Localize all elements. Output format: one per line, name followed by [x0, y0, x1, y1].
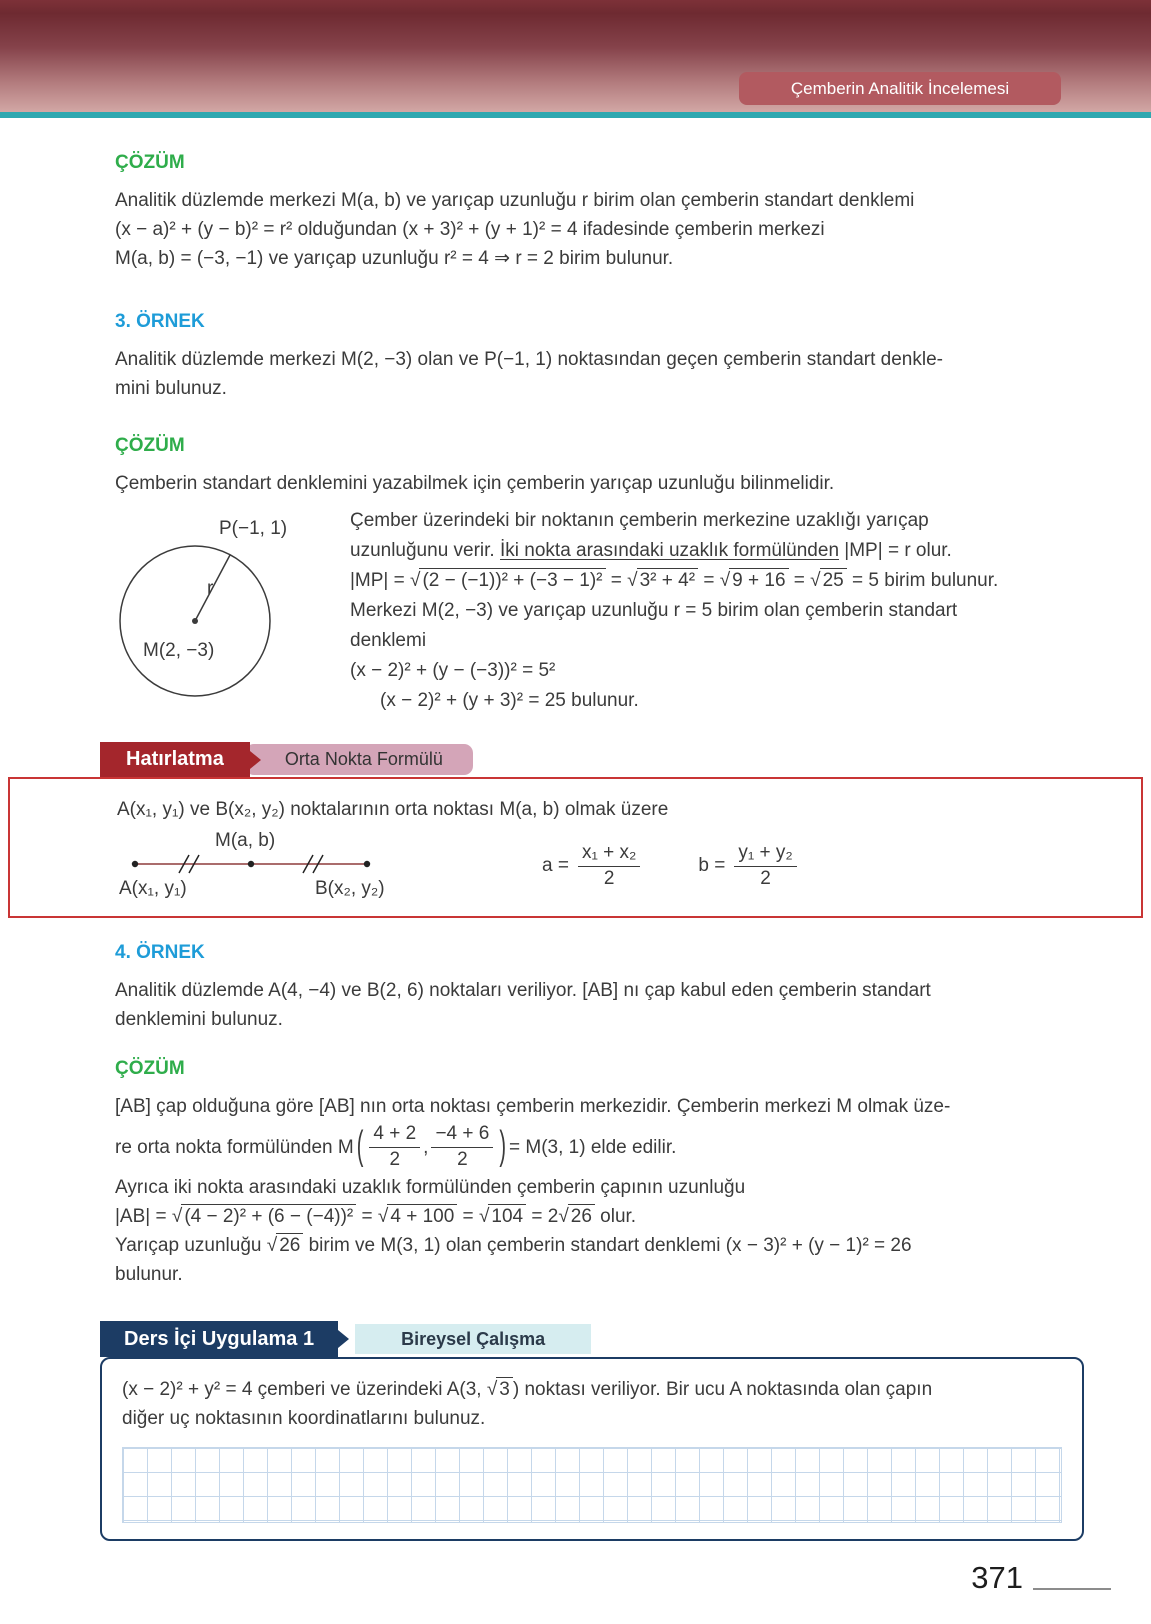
sqrt-radicand: 104 — [488, 1204, 526, 1229]
header-accent-bar — [0, 112, 1151, 118]
equation-line: (x − 2)² + (y + 3)² = 25 bulunur. — [380, 690, 639, 711]
distance-calculation-line — [350, 566, 1045, 596]
center-label: M(2, −3) — [143, 640, 215, 661]
center-dot — [192, 618, 198, 624]
fraction-numerator: x₁ + x₂ — [578, 843, 640, 867]
practice-question-line — [122, 1375, 1062, 1404]
practice-label-arrow-icon — [338, 1330, 349, 1348]
circle-figure — [115, 506, 350, 711]
practice-question-line: diğer uç noktasının koordinatlarını bulunuz. — [122, 1408, 486, 1429]
reminder-box — [8, 777, 1143, 918]
solution-2-figure-row — [115, 506, 1045, 716]
underlined-phrase: İki nokta arasındaki uzaklık formülünden — [500, 540, 840, 561]
formula-a — [542, 843, 643, 890]
midpoint-label: M(a, b) — [215, 830, 276, 851]
formula-b — [698, 843, 799, 890]
answer-grid — [122, 1447, 1062, 1523]
sqrt-radical — [810, 566, 847, 596]
example-heading: 3. ÖRNEK — [115, 311, 205, 332]
solution-heading: ÇÖZÜM — [115, 435, 185, 456]
close-paren: ) — [499, 1124, 506, 1168]
paragraph-line: denklemini bulunuz. — [115, 1009, 283, 1030]
text-segment: b = — [698, 854, 726, 876]
fraction — [431, 1124, 493, 1171]
paragraph-line: Ayrıca iki nokta arasındaki uzaklık formülünden çemberin çapının uzunluğu — [115, 1177, 746, 1198]
text-segment: = — [788, 570, 811, 591]
sqrt-radicand: 9 + 16 — [729, 568, 788, 593]
point-p-label: P(−1, 1) — [219, 518, 288, 539]
text-segment: Yarıçap uzunluğu — [115, 1235, 267, 1256]
paragraph-line: Çemberin standart denklemini yazabilmek için çemberin yarıçap uzunluğu bilinmelidir. — [115, 473, 835, 494]
sqrt-radical — [627, 566, 698, 596]
sqrt-radical — [479, 1202, 526, 1231]
open-paren: ( — [356, 1124, 364, 1168]
reminder-section — [0, 742, 1151, 918]
paragraph-line: Merkezi M(2, −3) ve yarıçap uzunluğu r = 5 birim olan çemberin standart — [350, 600, 958, 621]
practice-label: Ders İçi Uygulama 1 — [100, 1321, 338, 1357]
paragraph-line: Çember üzerindeki bir noktanın çemberin merkezine uzaklığı yarıçap — [350, 510, 929, 531]
reminder-text: A(x₁, y₁) ve B(x₂, y₂) noktalarının orta noktası M(a, b) olmak üzere — [117, 799, 669, 820]
solution-heading: ÇÖZÜM — [115, 1058, 185, 1079]
equation-line: (x − 2)² + (y − (−3))² = 5² — [350, 660, 556, 681]
solution-2-section — [115, 435, 1045, 498]
fraction-denominator: 2 — [603, 867, 615, 889]
text-segment: (x − 2)² + y² = 4 çemberi ve üzerindeki A(3, — [122, 1379, 487, 1400]
reminder-label: Hatırlatma — [100, 742, 250, 777]
practice-box — [100, 1357, 1084, 1541]
example-4-section — [115, 942, 1045, 1034]
text-segment: |MP| = — [350, 570, 411, 591]
paragraph-line — [350, 536, 1045, 566]
page-footer — [971, 1560, 1111, 1596]
fraction — [369, 1124, 420, 1171]
example-heading: 4. ÖRNEK — [115, 942, 205, 963]
fraction-denominator: 2 — [457, 1148, 468, 1170]
text-segment: |AB| = — [115, 1206, 172, 1227]
text-segment: birim ve M(3, 1) olan çemberin standart denklemi (x − 3)² + (y − 1)² = 26 — [303, 1235, 912, 1256]
midpoint-diagram — [117, 830, 452, 902]
text-segment: = — [698, 570, 720, 591]
sqrt-radical — [487, 1375, 513, 1404]
paragraph-line: denklemi — [350, 630, 427, 651]
practice-section — [0, 1321, 1151, 1541]
fraction-numerator: 4 + 2 — [369, 1124, 420, 1148]
point-b-dot — [364, 861, 370, 867]
paragraph-line: bulunur. — [115, 1264, 183, 1285]
reminder-subtitle: Orta Nokta Formülü — [245, 744, 473, 775]
midpoint-substitution-line — [115, 1121, 1045, 1173]
paragraph-line: Analitik düzlemde merkezi M(2, −3) olan ve P(−1, 1) noktasından geçen çemberin standart denkle- — [115, 349, 943, 370]
sqrt-radical — [172, 1202, 356, 1231]
paragraph-line: Analitik düzlemde A(4, −4) ve B(2, 6) noktaları veriliyor. [AB] nı çap kabul eden çemberin standart — [115, 980, 931, 1001]
chapter-tab: Çemberin Analitik İncelemesi — [739, 72, 1061, 105]
paragraph-line: mini bulunuz. — [115, 378, 227, 399]
solution-2-text — [350, 506, 1045, 716]
paragraph-line: (x − a)² + (y − b)² = r² olduğundan (x + 3)² + (y + 1)² = 4 ifadesinde çemberin merkezi — [115, 219, 825, 240]
sqrt-radical — [410, 566, 605, 596]
fraction-denominator: 2 — [760, 867, 771, 889]
comma-separator: , — [423, 1136, 429, 1158]
sqrt-radical — [378, 1202, 457, 1231]
solution-3-section — [115, 1058, 1045, 1289]
text-segment: |MP| = r olur. — [839, 540, 952, 561]
solution-1-section — [115, 152, 1045, 273]
page-number: 371 — [971, 1560, 1023, 1595]
point-a-label: A(x₁, y₁) — [119, 878, 187, 899]
sqrt-radicand: 3 — [496, 1377, 513, 1402]
fraction — [578, 843, 640, 890]
fraction — [734, 843, 796, 890]
sqrt-radical — [558, 1202, 595, 1231]
practice-subtitle: Bireysel Çalışma — [355, 1324, 591, 1354]
fraction-numerator: y₁ + y₂ — [734, 843, 796, 867]
sqrt-radical — [720, 566, 789, 596]
point-b-label: B(x₂, y₂) — [315, 878, 385, 899]
paragraph-line: M(a, b) = (−3, −1) ve yarıçap uzunluğu r² = 4 ⇒ r = 2 birim bulunur. — [115, 248, 674, 269]
text-segment: olur. — [594, 1206, 637, 1227]
paragraph-line: [AB] çap olduğuna göre [AB] nın orta noktası çemberin merkezidir. Çemberin merkezi M olmak üze- — [115, 1096, 951, 1117]
page-number-rule — [1033, 1588, 1111, 1590]
distance-calculation-line — [115, 1202, 1045, 1231]
reminder-labels — [100, 742, 1151, 777]
midpoint-formulas — [542, 843, 800, 890]
text-segment: re orta nokta formülünden M — [115, 1136, 354, 1158]
sqrt-radicand: (2 − (−1))² + (−3 − 1)² — [419, 568, 605, 593]
text-segment: uzunluğunu verir. — [350, 540, 500, 561]
point-a-dot — [132, 861, 138, 867]
text-segment: = — [457, 1206, 479, 1227]
solution-heading: ÇÖZÜM — [115, 152, 185, 173]
practice-labels — [100, 1321, 1151, 1357]
text-segment: ) noktası veriliyor. Bir ucu A noktasında olan çapın — [512, 1379, 933, 1400]
sqrt-radicand: 26 — [276, 1233, 303, 1258]
sqrt-radicand: 4 + 100 — [387, 1204, 457, 1229]
paragraph-line — [115, 1231, 1045, 1260]
text-segment: = — [356, 1206, 378, 1227]
midpoint-dot — [248, 861, 254, 867]
sqrt-radicand: 25 — [820, 568, 847, 593]
reminder-label-arrow-icon — [250, 751, 261, 769]
sqrt-radical — [267, 1231, 304, 1260]
text-segment: a = — [542, 854, 569, 876]
sqrt-radicand: (4 − 2)² + (6 − (−4))² — [181, 1204, 356, 1229]
text-segment: = 5 birim bulunur. — [846, 570, 999, 591]
text-segment: = M(3, 1) elde edilir. — [509, 1136, 677, 1158]
sqrt-radicand: 3² + 4² — [637, 568, 698, 593]
sqrt-radicand: 26 — [568, 1204, 595, 1229]
reminder-diagram-row — [117, 830, 1141, 902]
fraction-numerator: −4 + 6 — [431, 1124, 493, 1148]
fraction-denominator: 2 — [389, 1148, 401, 1170]
radius-label: r — [207, 578, 214, 599]
paragraph-line: Analitik düzlemde merkezi M(a, b) ve yarıçap uzunluğu r birim olan çemberin standart denklemi — [115, 190, 915, 211]
example-3-section — [115, 311, 1045, 403]
text-segment: = — [605, 570, 628, 591]
text-segment: = 2 — [526, 1206, 559, 1227]
page-header — [0, 0, 1151, 112]
